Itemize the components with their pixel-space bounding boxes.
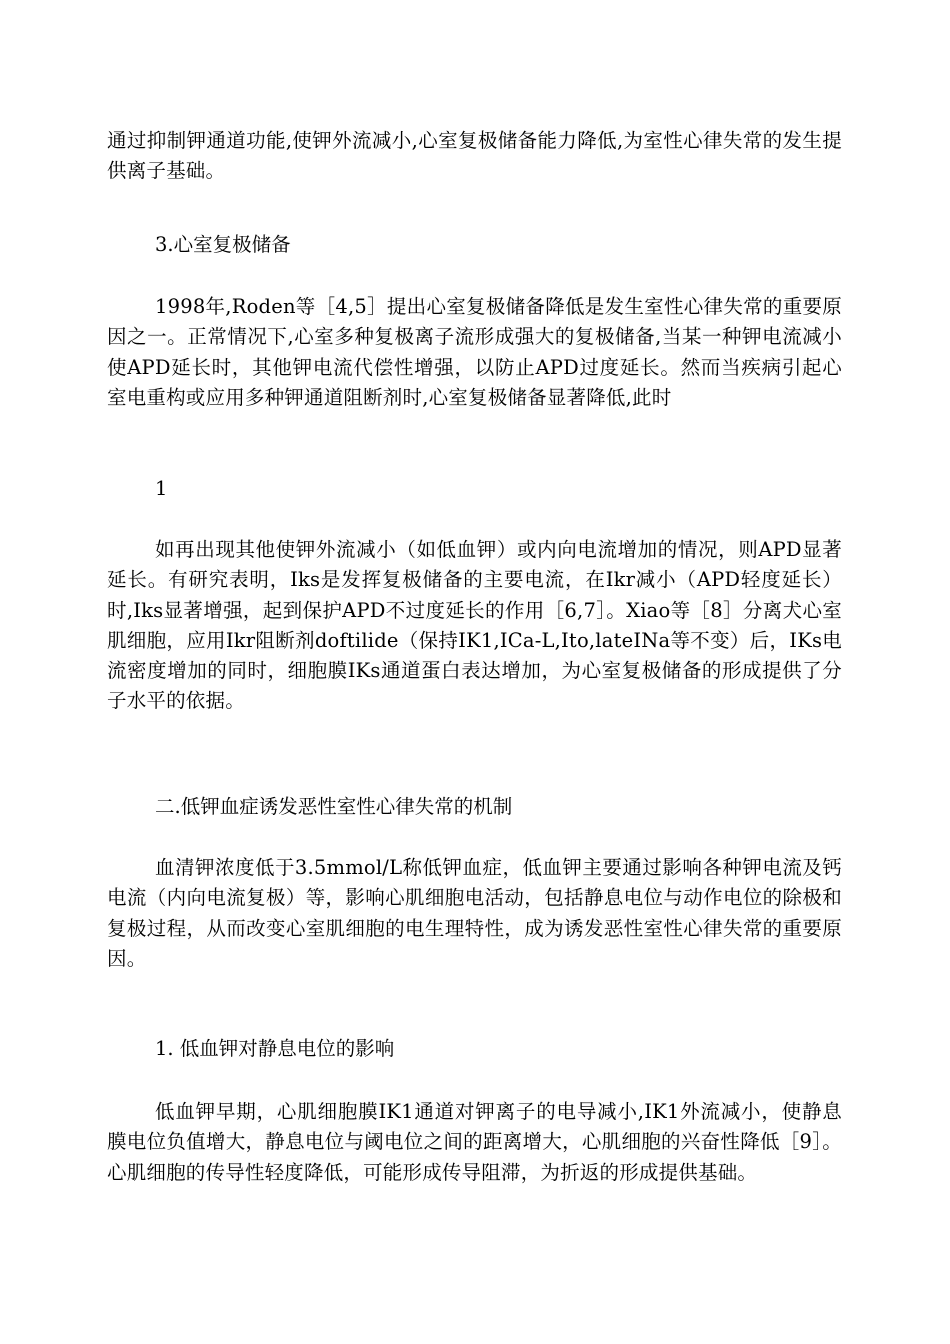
paragraph-4: 血清钾浓度低于3.5mmol/L称低钾血症，低血钾主要通过影响各种钾电流及钙电流（内向电流复极）等，影响心肌细胞电活动，包括静息电位与动作电位的除极和复极过程，从而改变心室肌细胞的电生理特性，成为诱发恶性室性心律失常的重要原因。 [107,856,842,970]
paragraph-5: 低血钾早期，心肌细胞膜IK1通道对钾离子的电导减小,IK1外流减小，使静息膜电位负值增大，静息电位与阈电位之间的距离增大，心肌细胞的兴奋性降低［9］。心肌细胞的传导性轻度降低，可能形成传导阻滞，为折返的形成提供基础。 [107,1100,842,1184]
paragraph-3: 如再出现其他使钾外流减小（如低血钾）或内向电流增加的情况，则APD显著延长。有研究表明，Iks是发挥复极储备的主要电流，在Ikr减小（APD轻度延长）时,Iks显著增强，起到保护APD不过度延长的作用［6,7］。Xiao等［8］分离犬心室肌细胞，应用Ikr阻断剂doftilide（保持IK1,ICa-L,Ito,lateINa等不变）后，IKs电流密度增加的同时，细胞膜IKs通道蛋白表达增加，为心室复极储备的形成提供了分子水平的依据。 [107,538,842,713]
section-heading-3: 3.心室复极储备 [155,233,291,256]
page-number: 1 [155,477,168,500]
paragraph-1: 通过抑制钾通道功能,使钾外流减小,心室复极储备能力降低,为室性心律失常的发生提供离子基础。 [107,129,842,183]
paragraph-2: 1998年,Roden等［4,5］提出心室复极储备降低是发生室性心律失常的重要原因之一。正常情况下,心室多种复极离子流形成强大的复极储备,当某一种钾电流减小使APD延长时，其他钾电流代偿性增强，以防止APD过度延长。然而当疾病引起心室电重构或应用多种钾通道阻断剂时,心室复极储备显著降低,此时 [107,295,842,409]
section-heading-2: 二.低钾血症诱发恶性室性心律失常的机制 [155,795,513,818]
section-heading-1: 1. 低血钾对静息电位的影响 [155,1037,395,1060]
